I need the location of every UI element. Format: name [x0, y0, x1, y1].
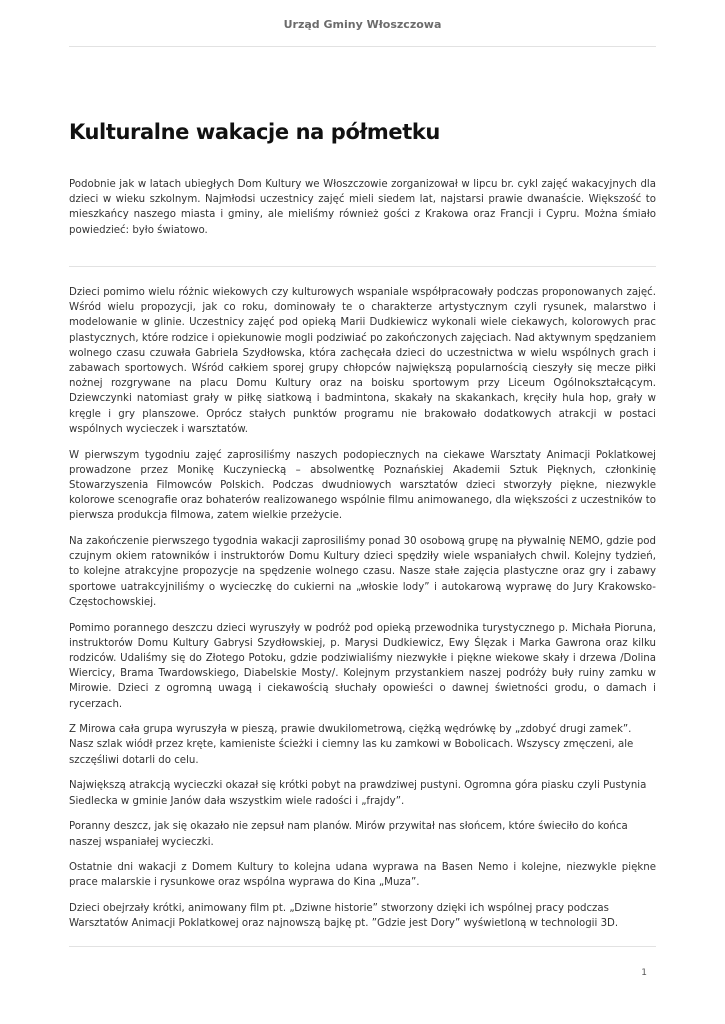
page-number: 1: [641, 968, 647, 978]
article-paragraph: Ostatnie dni wakacji z Domem Kultury to kolejna udana wyprawa na Basen Nemo i kolejne, niezwykle piękne prace malarskie i rysunkowe oraz wspólna wyprawa do Kina „Muza”.: [69, 862, 656, 889]
footer-divider: [69, 946, 656, 947]
article-paragraph: W pierwszym tygodniu zajęć zaprosiliśmy naszych podopiecznych na ciekawe Warsztaty Animacji Poklatkowej prowadzone przez Monikę Kuczyniecką – absolwentkę Poznańskiej Akademii Sztuk Pięknych, członkinię Stowarzyszenia Filmowców Polskich. Podczas dwudniowych warsztatów dzieci stworzyły piękne, niezwykle kolorowe scenografie oraz bohaterów realizowanego wspólnie filmu animowanego, dla większości z uczestników to pierwsza produkcja filmowa, zatem wielkie przeżycie.: [69, 449, 656, 522]
site-header-title: Urząd Gminy Włoszczowa: [283, 18, 442, 31]
article-title: Kulturalne wakacje na półmetku: [69, 120, 440, 144]
article-paragraph: Z Mirowa cała grupa wyruszyła w pieszą, prawie dwukilometrową, ciężką wędrówkę by „zdobyć drugi zamek”. Nasz szlak wiódł przez kręte, kamieniste ścieżki i ciemny las ku zamkowi w Bobolicach. Wszyscy zmęczeni, ale szczęśliwi dotarli do celu.: [69, 724, 634, 766]
header-divider: [69, 46, 656, 47]
article-paragraph: Dzieci pomimo wielu różnic wiekowych czy kulturowych wspaniale współpracowały podczas proponowanych zajęć. Wśród wielu propozycji, jak co roku, dominowały te o charakterze artystycznym czyli rysunek, malarstwo i modelowanie w glinie. Uczestnicy zajęć pod opieką Marii Dudkiewicz wykonali wiele ciekawych, kolorowych prac plastycznych, które rodzice i opiekunowie mogli podziwiać po zakończonych zajęciach. Nad aktywnym spędzaniem wolnego czasu czuwała Gabriela Szydłowska, która zachęcała dzieci do uczestnictwa w wielu wspólnych grach i zabawach sportowych. Wśród całkiem sporej grupy chłopców największą popularnością cieszyły się mecze piłki nożnej rozgrywane na placu Domu Kultury oraz na boisku sportowym przy Liceum Ogólnokształcącym. Dziewczynki natomiast grały w piłkę siatkową i badmintona, skakały na skakankach, kręciły hula hop, grały w kręgle i gry planszowe. Oprócz stałych punktów programu nie brakowało dodatkowych atrakcji w postaci wspólnych wycieczek i warsztatów.: [69, 287, 656, 435]
article-intro: Podobnie jak w latach ubiegłych Dom Kultury we Włoszczowie zorganizował w lipcu br. cykl zajęć wakacyjnych dla dzieci w wieku szkolnym. Najmłodsi uczestnicy zajęć mieli siedem lat, najstarsi prawie dwanaście. Większość to mieszkańcy naszego miasta i gminy, ale mieliśmy również gości z Krakowa oraz Francji i Cypru. Można śmiało powiedzieć: było światowo.: [69, 179, 656, 236]
article-paragraph: Największą atrakcją wycieczki okazał się krótki pobyt na prawdziwej pustyni. Ogromna góra piasku czyli Pustynia Siedlecka w gminie Janów dała wszystkim wiele radości i „frajdy”.: [69, 780, 647, 807]
article-paragraph: Pomimo porannego deszczu dzieci wyruszyły w podróż pod opieką przewodnika turystycznego p. Michała Pioruna, instruktorów Domu Kultury Gabrysi Szydłowskiej, p. Marysi Dudkiewicz, Ewy Ślęzak i Marka Gawrona oraz kilku rodziców. Udaliśmy się do Złotego Potoku, gdzie podziwialiśmy niezwykłe i piękne wiekowe skały i drzewa /Dolina Wiercicy, Brama Twardowskiego, Diabelskie Mosty/. Kolejnym przystankiem naszej podróży buły ruiny zamku w Mirowie. Dzieci z ogromną uwagą i ciekawością słuchały opowieści o dawnej świetności grodu, o damach i rycerzach.: [69, 622, 656, 710]
article-paragraph: Dzieci obejrzały krótki, animowany film pt. „Dziwne historie” stworzony dzięki ich wspólnej pracy podczas Warsztatów Animacji Poklatkowej oraz najnowszą bajkę pt. ”Gdzie jest Dory” wyświetloną w technologii 3D.: [69, 903, 619, 930]
intro-divider: [69, 266, 656, 267]
article-body: [69, 285, 656, 942]
article-paragraph: Na zakończenie pierwszego tygodnia wakacji zaprosiliśmy ponad 30 osobową grupę na pływalnię NEMO, gdzie pod czujnym okiem ratowników i instruktorów Domu Kultury dzieci spędziły wiele wspaniałych chwil. Kolejny tydzień, to kolejne atrakcyjne propozycje na spędzenie wolnego czasu. Nasze stałe zajęcia plastyczne oraz gry i zabawy sportowe uatrakcyjniliśmy o wycieczkę do cukierni na „włoskie lody” i autokarową wyprawę do Jury Krakowsko-Częstochowskiej.: [69, 536, 656, 608]
article-paragraph: Poranny deszcz, jak się okazało nie zepsuł nam planów. Mirów przywitał nas słońcem, które świeciło do końca naszej wspaniałej wycieczki.: [69, 821, 628, 848]
